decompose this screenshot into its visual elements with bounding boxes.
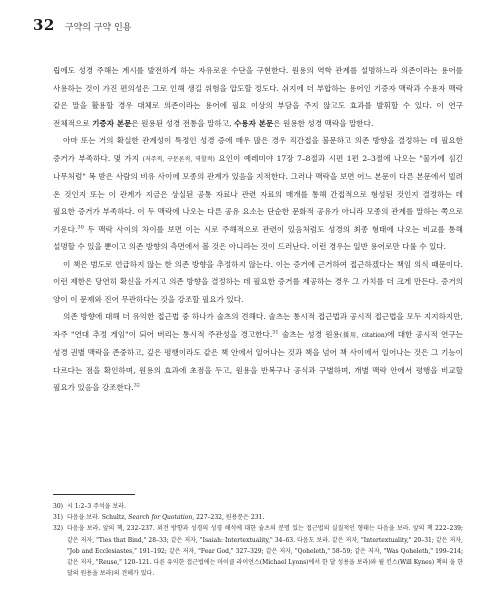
paragraph-2-small: (저주적, 구문론적, 역할적) — [142, 155, 215, 163]
paragraph-4 — [53, 308, 463, 397]
footnote-ref-31[interactable]: 31 — [272, 328, 279, 335]
paragraph-4-text-c: 에 대한 공시적 연구는 성경 권별 맥락을 존중하고, 깊은 평행이라도 같은 책 안에서 일어나는 것과 책을 넘어 책 사이에서 일어나는 것은 그 기능이 다르다는 점을 확인하며, 원용의 효과에 초점을 두고, 원용을 반복구나 공식과 구별하며, 개별 맥락 안에서 평행을 비교할 필요가 있음을 강조한다. — [53, 329, 464, 392]
footnote-ref-30[interactable]: 30 — [77, 223, 84, 230]
paragraph-3-text: 이 책은 범도로 언급하지 않는 한 의존 방향을 추정하지 않는다. 이는 증거에 근거하여 접근하겠다는 책임 의식 때문이다. 이런 제한은 당연히 확신을 가지고 의존 방향을 결정하는 데 필요한 증거를 제공하는 경우 그 가치를 더 크게 만든다. 증거의 양이 이 문제와 진어 무관하다는 것을 강조할 필요가 있다. — [53, 259, 463, 304]
paragraph-2-text-a: 아마 또는 거의 확실한 관계성이 특정인 성경 증에 매우 많은 경우 직간접을 불문하고 의존 방향을 결정하는 데 필요한 증거가 부족하다. 몇 가지 — [53, 136, 463, 163]
footnote-text: 다음을 보라. 앞의 책, 232–237. 외견 방향과 성경의 성경 해석에 대한 슐츠의 분명 있는 접근법의 실질적인 형태는 다음을 보라. 앞의 책 222–239; 같은 저자, "Ties that Bind," 28–33; 같은 저자, "Isaiah: Intertextuality," 34–63. 다음도 보라. 같은 저자, "Intertextuality," 20–31; 같은 저자, "Job and Ecclesiastes," 191–192; 같은 저자, "Fear God," 327–329; 같은 저자, "Qoheleth," 58–59; 같은 저자, "Was Qoheleth," 199–214; 같은 저자, "Reuse," 120–121. 다른 유익한 접근법에는 마이클 라이언스(Michael Lyons)에서 한 달 성용을 보라)와 윌 킨스(Will Kynes) 책의 을 한 달의 원용을 보라)의 견해가 있다. — [67, 525, 463, 578]
paragraph-1-end: 은 원용한 성경 맥락을 말한다. — [273, 118, 374, 128]
paragraph-2-text-b: 요인이 예레미야 17장 7–8절과 시편 1편 2–3절에 나오는 "물가에 심긴 나무처럼" 복 받은 사람의 비유 사이에 모종의 관계가 있음을 지적한다. 그러나 맥락을 보면 어느 본문이 다른 본문에서 빌려 온 것인지 또는 이 관계가 지금은 상실된 공통 자료나 관련 자료의 매개를 통해 간접적으로 형성된 것인지 결정하는 데 필요한 증거가 부족하다. 이 두 맥락에 나오는 다른 공유 요소는 단순한 문화적 공유가 아니라 모종의 관계를 말하는 쪽으로 기운다. — [53, 153, 463, 234]
paragraph-3 — [53, 256, 463, 309]
footnote-number: 31) — [53, 514, 63, 522]
paragraph-4-text-b: 술츠는 성경 원용 — [278, 329, 340, 339]
footnote-number: 32) — [53, 525, 63, 533]
footnote-31 — [53, 512, 463, 523]
footnotes — [53, 501, 463, 579]
paragraph-1-mid: 은 원용된 성경 전통을 말하고, — [131, 118, 234, 128]
footnote-text-a: 다음을 보라. Schultz, — [67, 514, 129, 522]
footnote-text — [67, 512, 463, 523]
footnote-32 — [53, 523, 463, 579]
receptor-text-term: 수용자 본문 — [233, 118, 274, 128]
paragraph-1-text: 립에도 성경 주해는 계시를 발전하게 하는 자유로운 수단을 구현한다. 원용의 역학 관계를 설명하느라 의존이라는 용어를 사용하는 것이 가진 편의성은 그로 인해 생길 위험을 압도할 정도다. 쉬지에 더 부합하는 용어인 기증자 맥락과 수용자 맥락 같은 말을 활용할 경우 대체로 의존이라는 용어에 필요 이상의 부담을 주지 않고도 효과를 발휘할 수 있다. 이 연구 전체적으로 — [53, 66, 463, 128]
footnote-number: 30) — [53, 503, 63, 510]
donor-text-term: 기증자 본문 — [92, 118, 132, 128]
footnote-book-title: Search for Quotation — [128, 514, 193, 522]
paragraph-1 — [53, 62, 463, 132]
paragraph-2 — [53, 132, 463, 256]
page-number: 32 — [33, 16, 55, 34]
paragraph-4-text-a: 의존 방향에 대해 더 유익한 접근법 중 하나가 술츠의 견해다. 술츠는 통시적 접근법과 공시적 접근법을 모두 지지하지만, 자주 "연대 추정 게임"이 되어 버리는 통시적 주관성을 경고한다. — [53, 312, 463, 339]
footnote-divider — [53, 494, 135, 495]
paragraph-4-small: (援用, citation) — [339, 331, 388, 339]
footnote-text-b: , 227–232, 원용문은 231. — [192, 514, 265, 522]
paragraph-2-text-c: 두 맥락 사이의 차이를 보면 이는 시로 주해적으로 관련이 있음처럼도 성경의 최종 형태에 나오는 비교를 통해 설명할 수 있을 뿐이고 의존 방향의 측면에서 볼 것은 아니라는 것이 드러난다. 이런 경우는 일반 용어로만 다룰 수 있다. — [53, 224, 463, 251]
footnote-30 — [53, 501, 463, 512]
page-header — [33, 16, 463, 40]
footnote-ref-32[interactable]: 32 — [133, 382, 140, 389]
running-head: 구약의 구약 인용 — [64, 23, 132, 33]
footnote-text: 시 1:2–3 주석을 보라. — [67, 503, 126, 510]
body-text — [53, 62, 463, 397]
